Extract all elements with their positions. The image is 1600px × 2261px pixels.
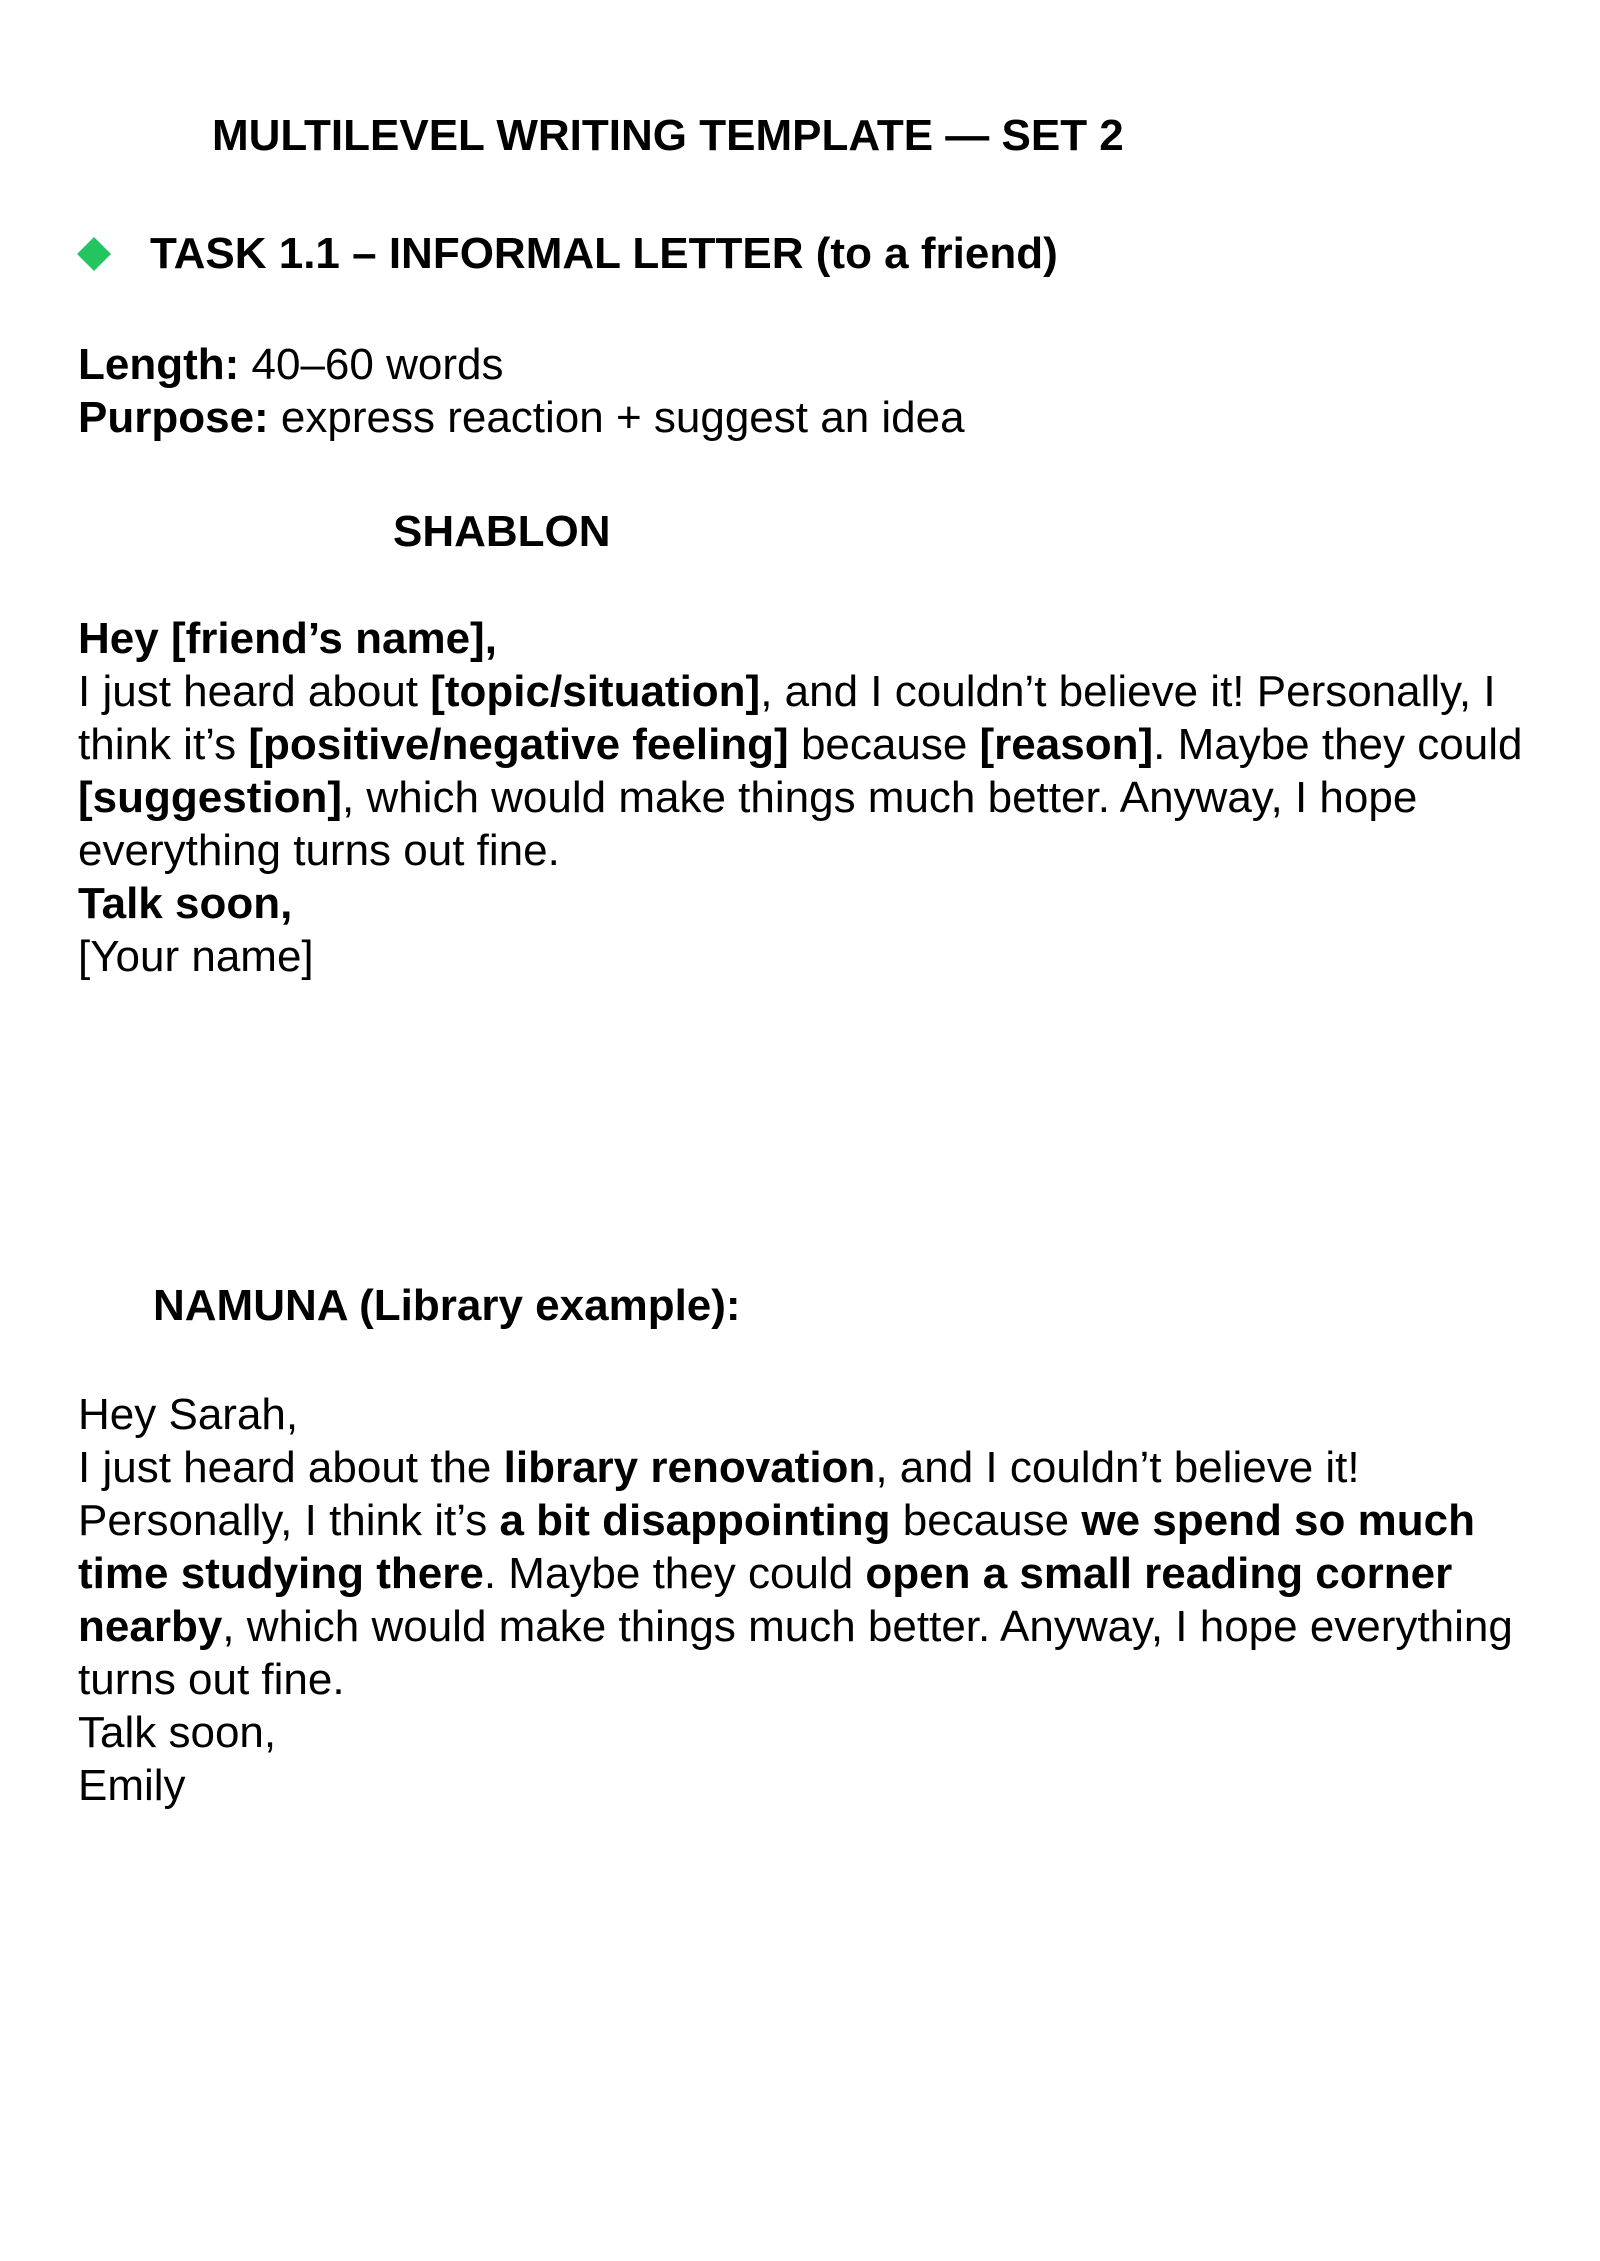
template-body-text: , which would make things much better. Anyway, I hope everything turns out fine.: [78, 773, 1418, 875]
example-topic: library renovation: [503, 1443, 876, 1492]
length-line: [78, 338, 965, 391]
template-body-text: I just heard about: [78, 667, 431, 716]
template-body-text: . Maybe they could: [1153, 720, 1523, 769]
diamond-icon: [77, 237, 111, 271]
example-letter: [78, 1388, 1558, 1812]
example-suggestion: open a small reading corner nearby: [78, 1549, 1453, 1651]
example-reason: we spend so much time studying there: [78, 1496, 1475, 1598]
example-body-text: , and I couldn’t believe it! Personally, I think it’s: [78, 1443, 1360, 1545]
task-title: TASK 1.1 – INFORMAL LETTER (to a friend): [150, 229, 1058, 278]
template-body-text: , and I couldn’t believe it! Personally, I think it’s: [78, 667, 1496, 769]
namuna-heading: NAMUNA (Library example):: [153, 1281, 741, 1330]
purpose-value: express reaction + suggest an idea: [268, 393, 965, 442]
purpose-label: Purpose:: [78, 393, 269, 442]
shablon-heading: SHABLON: [393, 507, 611, 556]
template-body-text: because: [788, 720, 980, 769]
template-name: [Your name]: [78, 932, 314, 981]
length-label: Length:: [78, 340, 240, 389]
example-body-text: because: [890, 1496, 1082, 1545]
page-title: MULTILEVEL WRITING TEMPLATE — SET 2: [212, 111, 1124, 160]
template-signoff: Talk soon,: [78, 879, 293, 928]
template-placeholder-topic: [topic/situation]: [430, 667, 761, 716]
example-body-text: I just heard about the: [78, 1443, 504, 1492]
template-letter: [78, 612, 1558, 983]
purpose-line: [78, 391, 965, 444]
example-greeting: Hey Sarah,: [78, 1390, 299, 1439]
template-greeting: Hey [friend’s name],: [78, 614, 497, 663]
example-name: Emily: [78, 1761, 186, 1810]
example-body-text: , which would make things much better. Anyway, I hope everything turns out fine.: [78, 1602, 1513, 1704]
task-meta: [78, 338, 965, 444]
example-body: [78, 1441, 1558, 1706]
example-signoff: Talk soon,: [78, 1708, 277, 1757]
template-placeholder-reason: [reason]: [979, 720, 1154, 769]
template-body: [78, 665, 1558, 877]
task-heading: [78, 224, 1058, 284]
example-feeling: a bit disappointing: [499, 1496, 891, 1545]
template-placeholder-suggestion: [suggestion]: [78, 773, 342, 822]
length-value: 40–60 words: [239, 340, 504, 389]
template-placeholder-feeling: [positive/negative feeling]: [248, 720, 789, 769]
example-body-text: . Maybe they could: [483, 1549, 866, 1598]
